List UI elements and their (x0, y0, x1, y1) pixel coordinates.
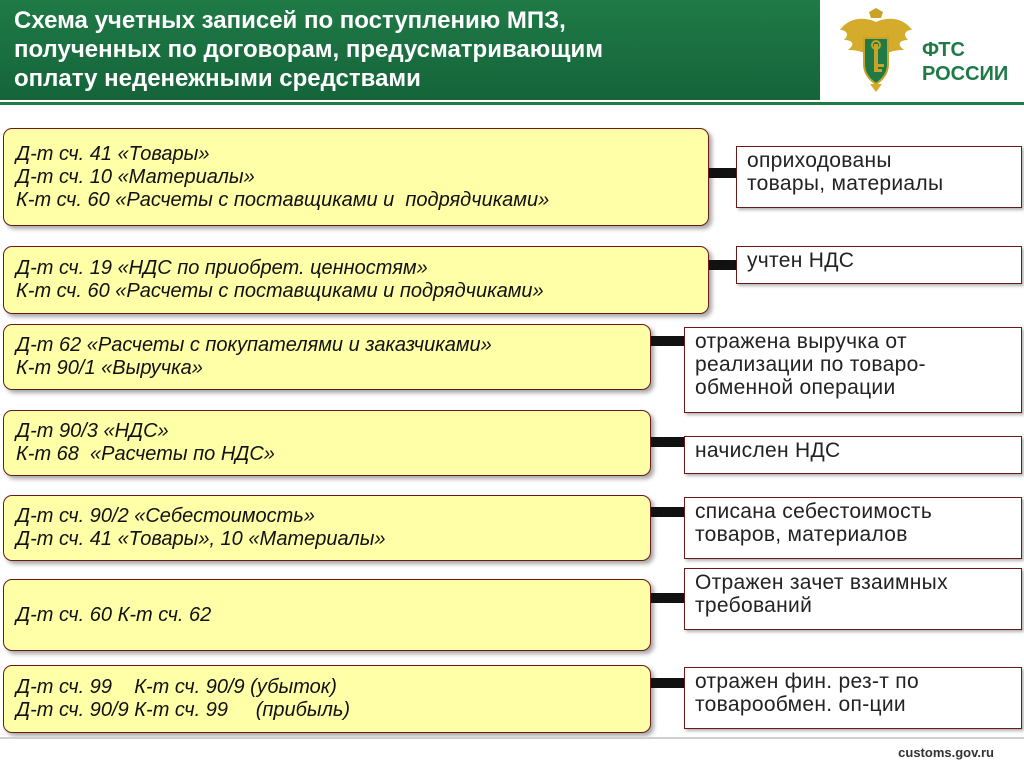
connector (651, 336, 685, 346)
header-band (0, 0, 820, 100)
note-line: списана себестоимость (695, 500, 933, 523)
entry-line: Д-т сч. 90/2 «Себестоимость» (16, 505, 315, 527)
footer-url: customs.gov.ru (898, 745, 994, 760)
entry-line: Д-т сч. 99 К-т сч. 90/9 (убыток) (16, 676, 337, 698)
connector (651, 437, 685, 447)
entry-line: Д-т сч. 10 «Материалы» (16, 165, 255, 188)
entry-box-5 (3, 495, 651, 561)
entry-line: К-т сч. 60 «Расчеты с поставщиками и подрядчиками» (16, 188, 550, 211)
entry-box-6 (3, 579, 651, 651)
note-line: товары, материалы (747, 172, 944, 195)
page-title: Схема учетных записей по поступлению МПЗ, полученных по договорам, предусматривающим оплату неденежными средствами (14, 7, 603, 92)
note-line: требований (695, 594, 813, 617)
entry-box-3 (3, 324, 651, 390)
entry-line: Д-т сч. 41 «Товары», 10 «Материалы» (16, 528, 386, 550)
entry-line: К-т 68 «Расчеты по НДС» (16, 443, 275, 465)
note-line: отражена выручка от (695, 330, 907, 353)
footer-divider (0, 737, 1024, 739)
connector (709, 168, 737, 178)
note-line: Отражен зачет взаимных (695, 571, 948, 594)
entry-line: К-т 90/1 «Выручка» (16, 357, 203, 379)
header-divider (0, 102, 1024, 105)
entry-line: Д-т сч. 41 «Товары» (16, 142, 210, 165)
note-box-1 (736, 146, 1022, 208)
connector (651, 507, 685, 517)
note-line: отражен фин. рез-т по (695, 670, 919, 693)
connector (651, 678, 685, 688)
entry-line: К-т сч. 60 «Расчеты с поставщиками и подрядчиками» (16, 280, 544, 302)
entry-line: Д-т сч. 60 К-т сч. 62 (16, 603, 212, 626)
entry-box-2 (3, 246, 709, 314)
note-box-7 (684, 667, 1022, 729)
eagle-emblem-icon (836, 8, 916, 92)
note-line: обменной операции (695, 376, 896, 399)
note-line: оприходованы (747, 149, 892, 172)
entry-box-1 (3, 128, 709, 226)
connector (651, 593, 685, 603)
logo (824, 0, 1024, 100)
entry-box-7 (3, 665, 651, 733)
connector (709, 260, 737, 270)
note-line: реализации по товаро- (695, 353, 926, 376)
entry-line: Д-т 90/3 «НДС» (16, 420, 169, 442)
entry-line: Д-т сч. 90/9 К-т сч. 99 (прибыль) (16, 699, 351, 721)
entry-box-4 (3, 410, 651, 476)
note-box-3 (684, 327, 1022, 413)
note-line: товаров, материалов (695, 523, 908, 546)
note-box-4 (684, 436, 1022, 474)
note-box-2 (736, 246, 1022, 284)
note-box-5 (684, 497, 1022, 559)
note-line: начислен НДС (695, 439, 841, 462)
note-line: товарообмен. оп-ции (695, 693, 906, 716)
entry-line: Д-т 62 «Расчеты с покупателями и заказчиками» (16, 334, 492, 356)
note-box-6 (684, 568, 1022, 630)
entry-line: Д-т сч. 19 «НДС по приобрет. ценностям» (16, 257, 428, 279)
logo-text: ФТС РОССИИ (922, 39, 1009, 85)
note-line: учтен НДС (747, 249, 855, 272)
